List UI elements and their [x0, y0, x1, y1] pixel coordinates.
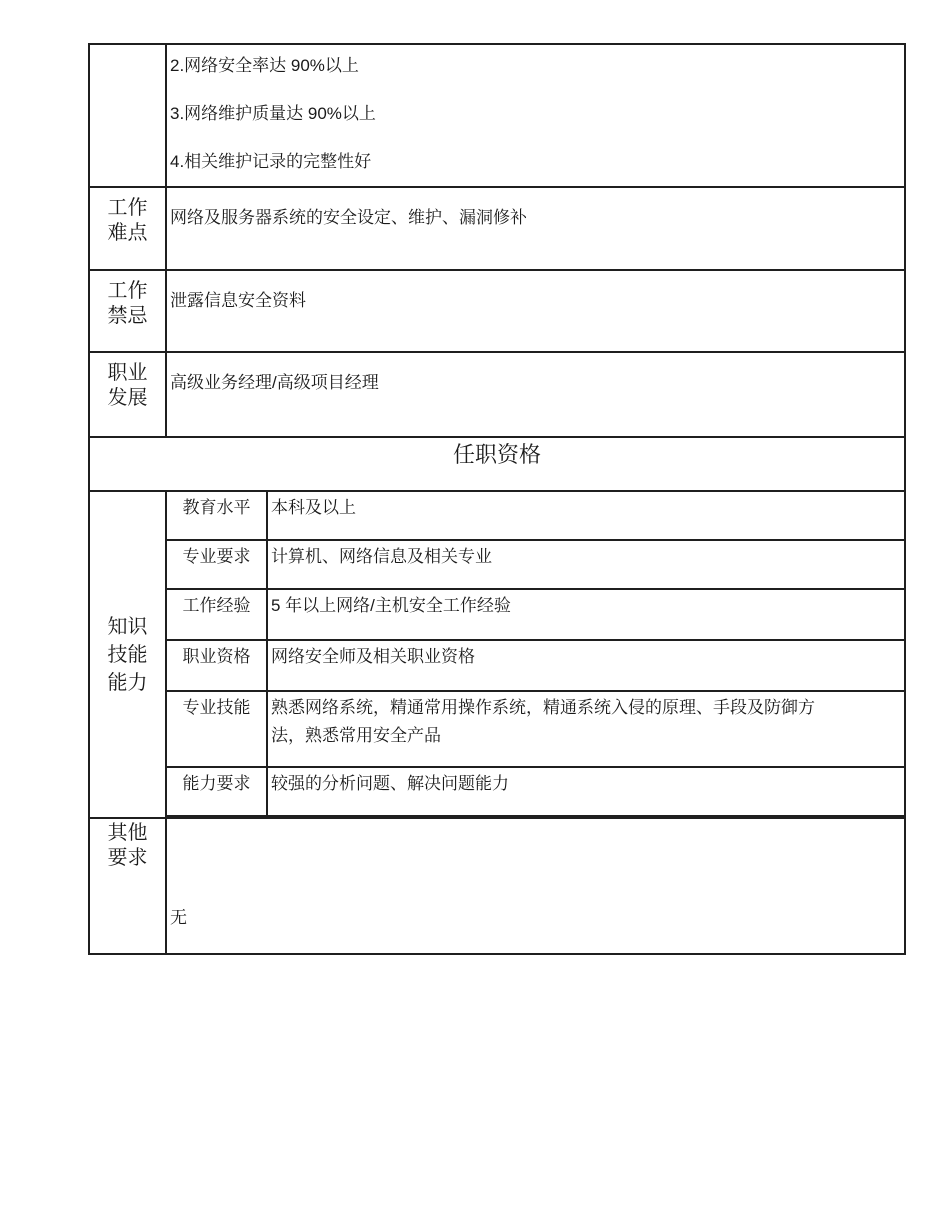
row-label: 工作禁忌	[90, 271, 167, 351]
subrow-value: 较强的分析问题、解决问题能力	[271, 774, 509, 793]
job-description-table	[88, 43, 906, 955]
subrow-label: 工作经验	[167, 590, 268, 639]
standards-label-cell-empty	[90, 45, 167, 186]
table-row-career-development	[90, 353, 904, 438]
row-label: 职业发展	[90, 353, 167, 436]
knowledge-skills-label-line: 知识	[107, 615, 148, 638]
standards-list-cell	[167, 45, 904, 186]
subrow-label: 专业技能	[167, 692, 268, 766]
table-row-knowledge-skills	[90, 492, 904, 819]
knowledge-skills-subtable	[167, 492, 904, 817]
section-header-qualifications: 任职资格	[90, 438, 904, 492]
knowledge-skills-label-line: 技能	[107, 643, 148, 666]
row-label: 其他要求	[90, 819, 167, 953]
row-value: 网络及服务器系统的安全设定、维护、漏洞修补	[170, 208, 527, 227]
row-value: 无	[170, 908, 187, 927]
knowledge-skills-label-line: 能力	[107, 671, 148, 694]
knowledge-skills-label	[90, 492, 167, 817]
subrow-value: 网络安全师及相关职业资格	[271, 647, 475, 666]
row-label: 工作难点	[90, 188, 167, 269]
subrow-experience	[167, 590, 904, 641]
standard-item: 2.网络安全率达 90%以上	[170, 56, 359, 75]
subrow-certification	[167, 641, 904, 692]
subrow-value: 熟悉网络系统，精通常用操作系统，精通系统入侵的原理、手段及防御方法，熟悉常用安全产品	[271, 698, 815, 745]
subrow-label: 教育水平	[167, 492, 268, 539]
subrow-value: 本科及以上	[271, 498, 356, 517]
subrow-label: 职业资格	[167, 641, 268, 690]
subrow-label: 能力要求	[167, 768, 268, 815]
standard-item: 3.网络维护质量达 90%以上	[170, 104, 376, 123]
table-row-work-difficulty	[90, 188, 904, 271]
subrow-professional-skills	[167, 692, 904, 768]
table-row-standards-continued	[90, 45, 904, 188]
subrow-label: 专业要求	[167, 541, 268, 588]
subrow-value: 5 年以上网络/主机安全工作经验	[271, 596, 511, 615]
table-row-other-requirements	[90, 819, 904, 953]
subrow-major	[167, 541, 904, 590]
standard-item: 4.相关维护记录的完整性好	[170, 152, 372, 171]
table-row-work-taboo	[90, 271, 904, 353]
row-value: 高级业务经理/高级项目经理	[170, 373, 379, 392]
subrow-education	[167, 492, 904, 541]
subrow-ability	[167, 768, 904, 817]
subrow-value: 计算机、网络信息及相关专业	[271, 547, 492, 566]
row-value: 泄露信息安全资料	[170, 291, 306, 310]
